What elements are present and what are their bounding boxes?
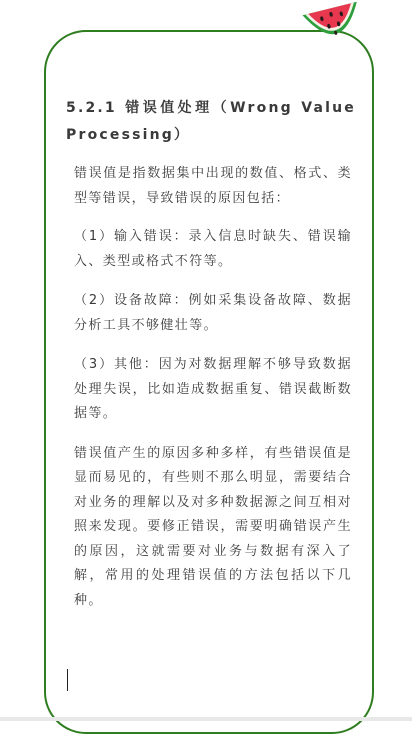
article-body	[74, 162, 352, 628]
section-heading: 5.2.1 错误值处理（Wrong Value Processing）	[66, 100, 356, 143]
paragraph-other: （3）其他：因为对数据理解不够导致数据处理失误，比如造成数据重复、错误截断数据等。	[74, 357, 352, 421]
paragraph-device-fault: （2）设备故障：例如采集设备故障、数据分析工具不够健壮等。	[74, 293, 352, 333]
paragraph-input-error: （1）输入错误：录入信息时缺失、错误输入、类型或格式不符等。	[74, 229, 352, 269]
bottom-divider	[0, 717, 412, 721]
watermelon-slice-icon	[300, 0, 368, 52]
paragraph-definition: 错误值是指数据集中出现的数值、格式、类型等错误，导致错误的原因包括：	[74, 166, 352, 206]
text-cursor[interactable]	[67, 669, 68, 691]
paragraph-summary: 错误值产生的原因多种多样，有些错误值是显而易见的，有些则不那么明显，需要结合对业务的理解以及对多种数据源之间互相对照来发现。要修正错误，需要明确错误产生的原因，这就需要对业务与数据有深入了解，常用的处理错误值的方法包括以下几种。	[74, 445, 352, 608]
